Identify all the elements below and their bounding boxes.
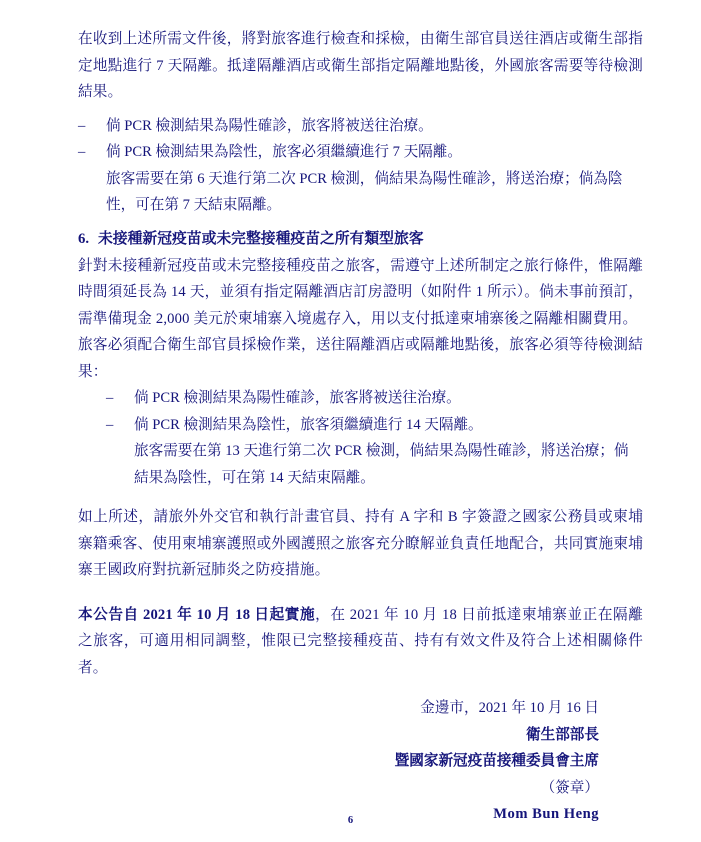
effective-date-bold: 本公告自 2021 年 10 月 18 日起實施 <box>78 606 316 623</box>
spacer <box>78 584 643 602</box>
spacer <box>78 219 643 226</box>
section-6-title: 未接種新冠疫苗或未完整接種疫苗之所有類型旅客 <box>98 230 424 247</box>
dash-marker: – <box>106 390 114 406</box>
effective-date-rest: ，在 2021 年 10 月 18 日前抵達柬埔寨並正在隔離之旅客，可適用相同調整，惟限已完整接種疫苗、持有有效文件及符合上述相關條件者。 <box>78 606 643 676</box>
paragraph-closing: 如上所述，請旅外外交官和執行計畫官員、持有 A 字和 B 字簽證之國家公務員或柬埔寨籍乘客、使用柬埔寨護照或外國護照之旅客充分瞭解並負責任地配合，共同實施柬埔寨王國政府對抗新冠肺炎之防疫措施。 <box>78 509 643 578</box>
list-item <box>78 113 643 140</box>
signature-title-1: 衛生部部長 <box>526 726 599 743</box>
list-item-label: 倘 PCR 檢測結果為陰性，旅客須繼續進行 14 天隔離。 <box>134 416 483 433</box>
paragraph-intro: 在收到上述所需文件後，將對旅客進行檢查和採檢，由衛生部官員送往酒店或衛生部指定地點進行 7 天隔離。抵達隔離酒店或衛生部指定隔離地點後，外國旅客需要等待檢測結果。 <box>78 31 643 100</box>
page-number: 6 <box>347 815 354 826</box>
list-item-label: 倘 PCR 檢測結果為陽性確診，旅客將被送往治療。 <box>134 390 461 406</box>
list-item <box>106 385 643 412</box>
signature-title-2: 暨國家新冠疫苗接種委員會主席 <box>394 753 599 769</box>
list-item <box>78 139 643 166</box>
paragraph-effective-date <box>78 602 643 682</box>
bullet-list-fourteen-day <box>78 385 643 438</box>
section-6-paragraph-2: 旅客必須配合衛生部官員採檢作業，送往隔離酒店或隔離地點後，旅客必須等待檢測結果： <box>78 337 643 380</box>
spacer <box>78 491 643 504</box>
section-6-number: 6. <box>78 230 90 247</box>
signature-place-date: 金邊市，2021 年 10 月 16 日 <box>420 700 599 716</box>
dash-marker: – <box>78 144 86 160</box>
signature-seal: （簽章） <box>540 779 599 796</box>
bullet-note-fourteen-day: 旅客需要在第 13 天進行第二次 PCR 檢測，倘結果為陽性確診，將送治療；倘結果為陰性，可在第 14 天結束隔離。 <box>134 443 629 486</box>
bullet-list-seven-day <box>78 113 643 166</box>
signature-block <box>78 695 643 828</box>
list-item-label: 倘 PCR 檢測結果為陰性，旅客必須繼續進行 7 天隔離。 <box>106 144 462 160</box>
signature-name: Mom Bun Heng <box>493 806 599 822</box>
dash-marker: – <box>106 416 114 433</box>
list-item-label: 倘 PCR 檢測結果為陽性確診，旅客將被送往治療。 <box>106 117 433 134</box>
dash-marker: – <box>78 117 86 134</box>
spacer <box>78 106 643 113</box>
section-6-paragraph-1: 針對未接種新冠疫苗或未完整接種疫苗之旅客，需遵守上述所制定之旅行條件，惟隔離時間須延長為 14 天，並須有指定隔離酒店訂房證明（如附件 1 所示）。倘未事前預訂，需準備現金 2,000 美元於柬埔寨入境處存入，用以支付抵達柬埔寨後之隔離相關費用。 <box>78 257 643 327</box>
list-item <box>106 412 643 439</box>
bullet-note-seven-day: 旅客需要在第 6 天進行第二次 PCR 檢測，倘結果為陽性確診，將送治療；倘為陰性，可在第 7 天結束隔離。 <box>106 170 623 213</box>
section-6-heading <box>78 226 643 253</box>
